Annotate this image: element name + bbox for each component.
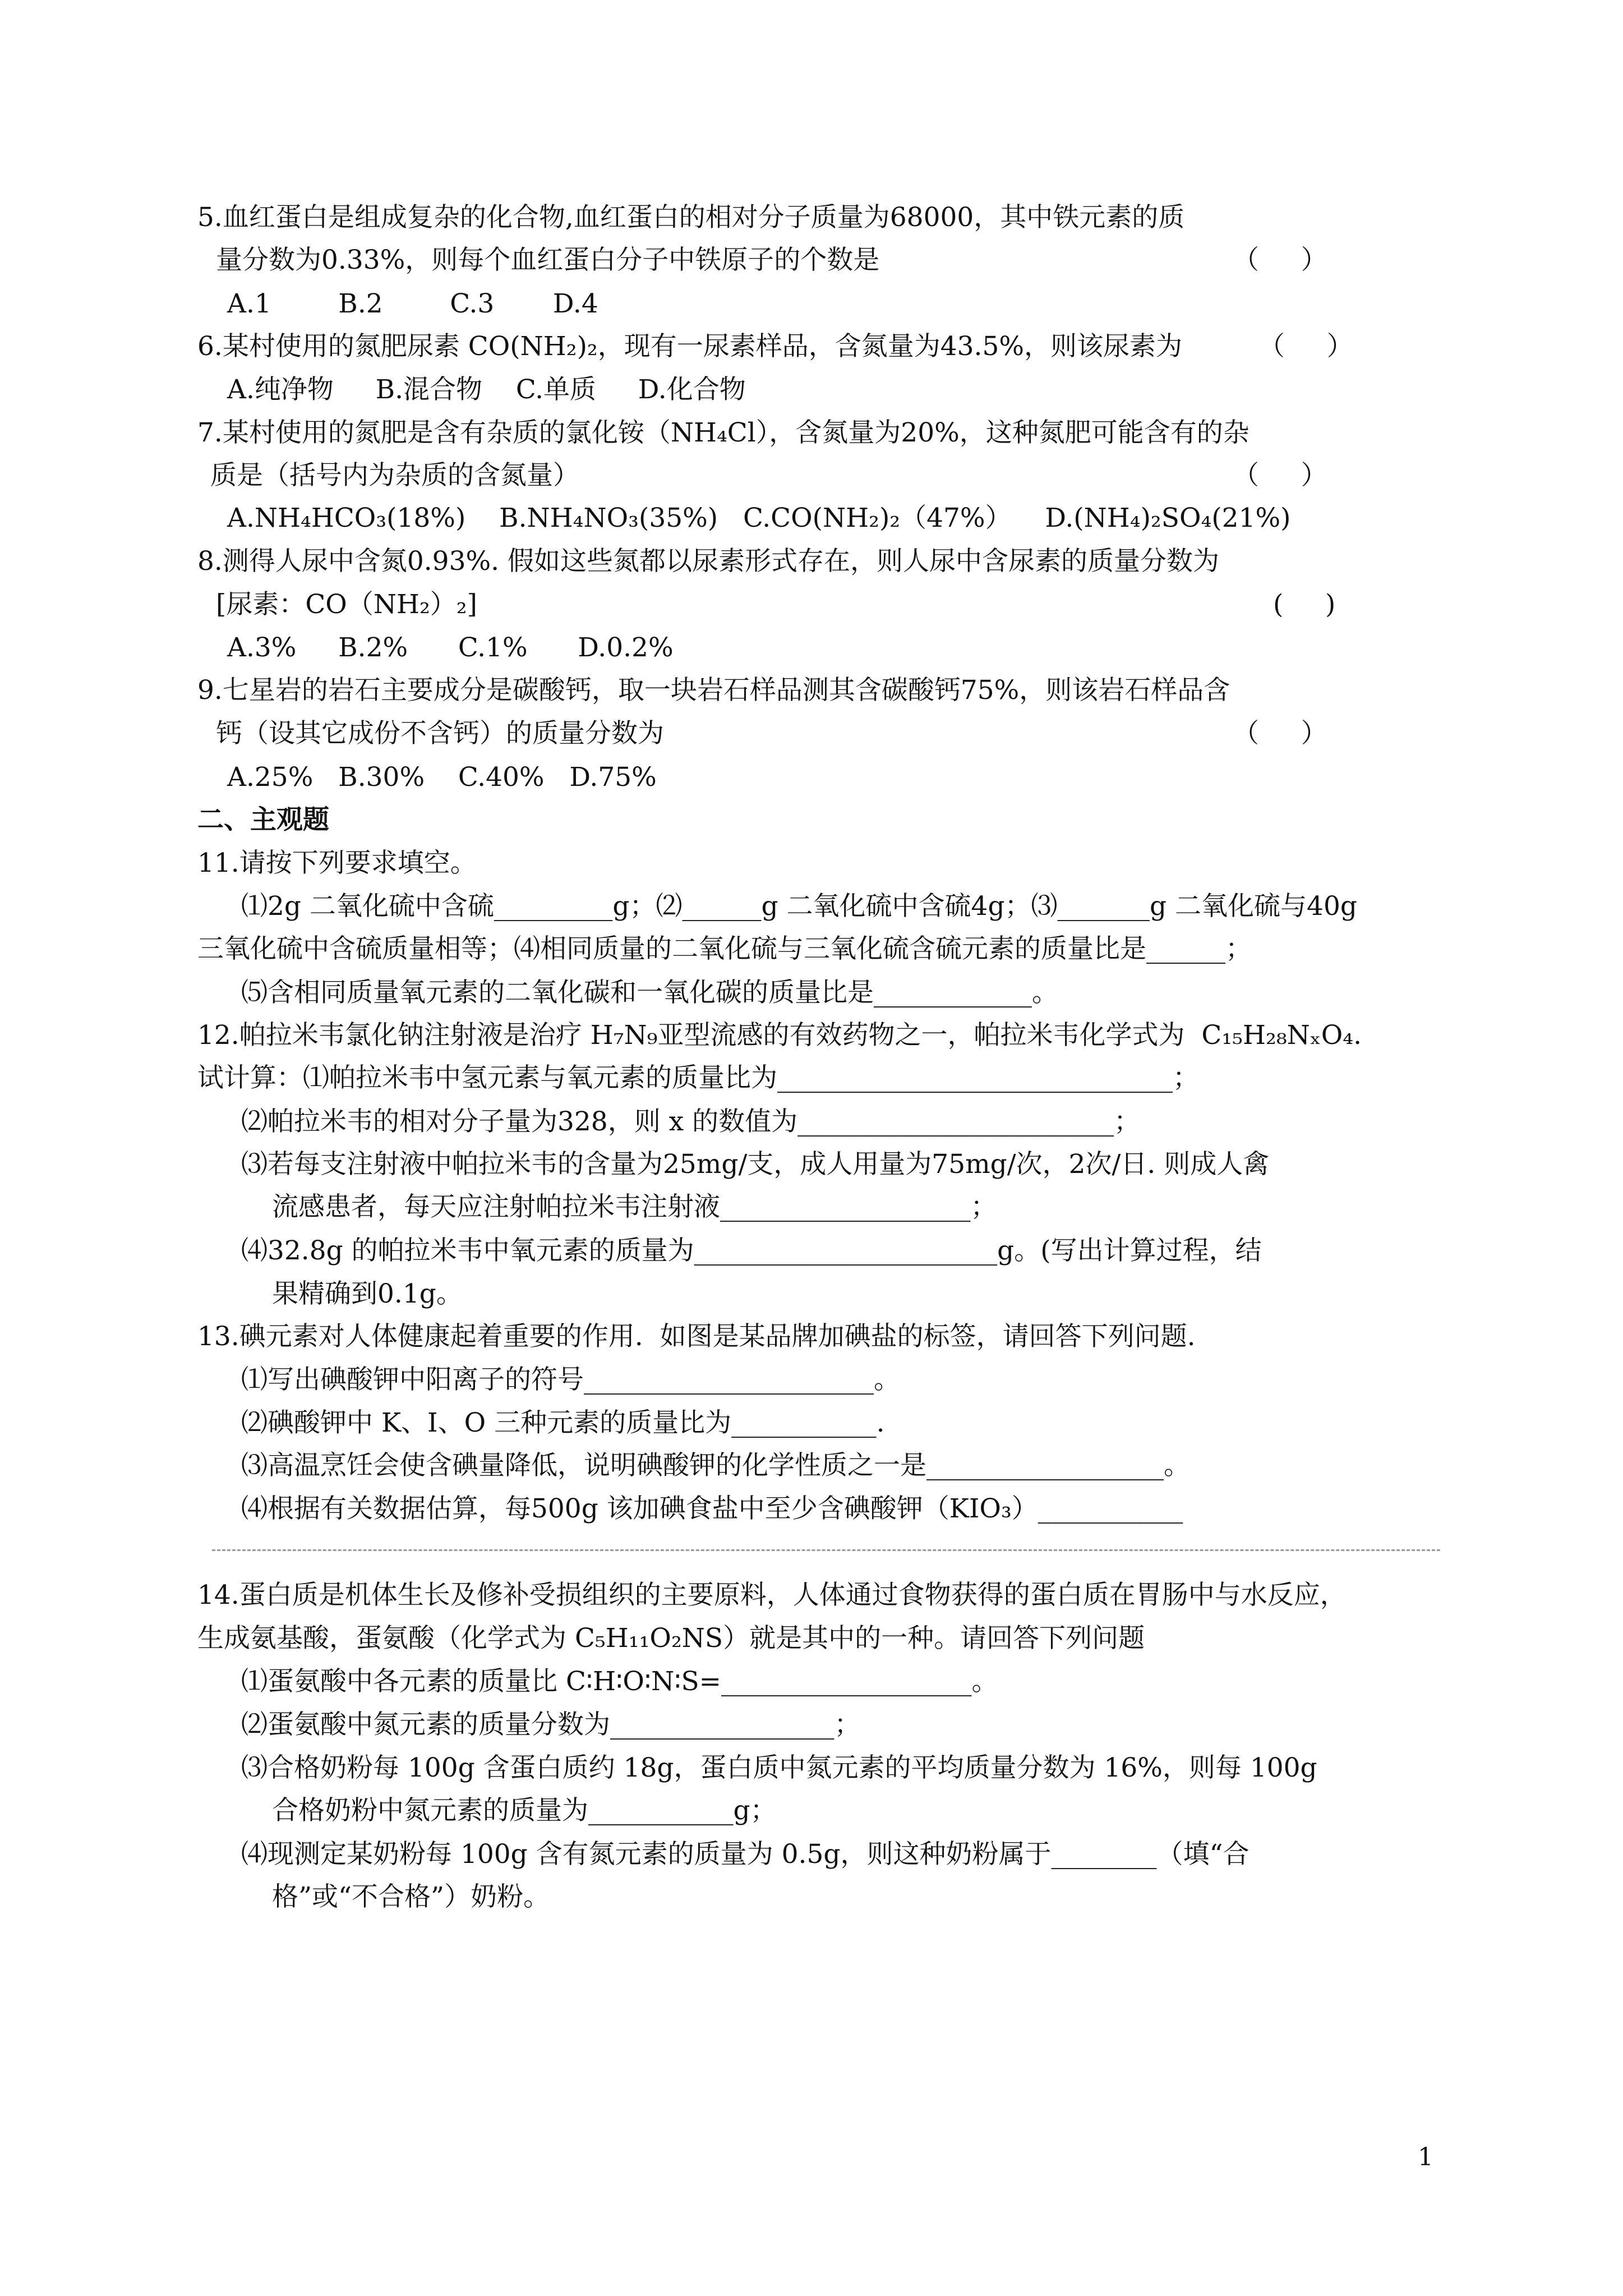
q14-part-4-line-1: ⑷现测定某奶粉每 100g 含有氮元素的质量为 0.5g，则这种奶粉属于________（填“合 xyxy=(241,1839,1249,1870)
q7-line-1: 7.某村使用的氮肥是含有杂质的氯化铵（NH₄Cl），含氮量为20%，这种氮肥可能含有的杂 xyxy=(197,417,1249,448)
q8-options: A.3% B.2% C.1% D.0.2% xyxy=(227,632,674,663)
q8-line-1: 8.测得人尿中含氮0.93%. 假如这些氮都以尿素形式存在，则人尿中含尿素的质量分数为 xyxy=(197,546,1220,577)
section-divider xyxy=(212,1549,1440,1551)
q13-part-1: ⑴写出碘酸钾中阳离子的符号______________________。 xyxy=(241,1364,900,1395)
section-heading: 二、主观题 xyxy=(197,804,329,835)
q9-line-2: 钙（设其它成份不含钙）的质量分数为 xyxy=(216,718,664,749)
q14-stem-line-1: 14.蛋白质是机体生长及修补受损组织的主要原料，人体通过食物获得的蛋白质在胃肠中与水反应， xyxy=(197,1580,1347,1611)
q13-part-4: ⑷根据有关数据估算，每500g 该加碘食盐中至少含碘酸钾（KIO₃）___________ xyxy=(241,1493,1183,1524)
q7-options: A.NH₄HCO₃(18%) B.NH₄NO₃(35%) C.CO(NH₂)₂（47%） D.(NH₄)₂SO₄(21%) xyxy=(227,503,1291,533)
q12-part-4-line-2: 果精确到0.1g。 xyxy=(272,1278,463,1309)
q11-line-3: ⑸含相同质量氧元素的二氧化碳和一氧化碳的质量比是____________。 xyxy=(241,977,1058,1008)
q6-answer-bracket: （ ） xyxy=(1258,331,1353,362)
q13-part-3: ⑶高温烹饪会使含碘量降低，说明碘酸钾的化学性质之一是__________________。 xyxy=(241,1450,1190,1481)
q6-options: A.纯净物 B.混合物 C.单质 D.化合物 xyxy=(227,374,746,405)
q12-part-2: ⑵帕拉米韦的相对分子量为328，则 x 的数值为________________________； xyxy=(241,1106,1141,1137)
q11-line-1: ⑴2g 二氧化硫中含硫_________g；⑵______g 二氧化硫中含硫4g；⑶_______g 二氧化硫与40g xyxy=(241,891,1357,922)
q6-line-1: 6.某村使用的氮肥尿素 CO(NH₂)₂，现有一尿素样品，含氮量为43.5%，则该尿素为 xyxy=(197,331,1183,362)
q8-line-2: [尿素：CO（NH₂）₂] xyxy=(216,589,477,620)
q13-stem: 13.碘元素对人体健康起着重要的作用. 如图是某品牌加碘盐的标签，请回答下列问题. xyxy=(197,1321,1196,1352)
q14-part-2: ⑵蛋氨酸中氮元素的质量分数为_________________； xyxy=(241,1709,861,1740)
q12-part-1: 试计算：⑴帕拉米韦中氢元素与氧元素的质量比为______________________________； xyxy=(197,1062,1199,1093)
q12-stem: 12.帕拉米韦氯化钠注射液是治疗 H₇N₉亚型流感的有效药物之一，帕拉米韦化学式为 C₁₅H₂₈NₓO₄. xyxy=(197,1020,1362,1051)
q12-part-3-line-2: 流感患者，每天应注射帕拉米韦注射液___________________； xyxy=(272,1191,997,1222)
q12-part-4-line-1: ⑷32.8g 的帕拉米韦中氧元素的质量为_______________________g。(写出计算过程，结 xyxy=(241,1235,1262,1266)
q5-line-1: 5.血红蛋白是组成复杂的化合物,血红蛋白的相对分子质量为68000，其中铁元素的质 xyxy=(197,202,1185,233)
q8-answer-bracket: ( ) xyxy=(1273,589,1336,620)
q7-answer-bracket: （ ） xyxy=(1233,460,1327,491)
q14-part-3-line-2: 合格奶粉中氮元素的质量为___________g； xyxy=(272,1795,777,1826)
q11-stem: 11.请按下列要求填空。 xyxy=(197,848,477,878)
q7-line-2: 质是（括号内为杂质的含氮量） xyxy=(210,460,579,491)
q5-answer-bracket: （ ） xyxy=(1233,245,1327,275)
page-number: 1 xyxy=(1418,2143,1433,2171)
q9-options: A.25% B.30% C.40% D.75% xyxy=(227,762,657,793)
q14-part-4-line-2: 格”或“不合格”）奶粉。 xyxy=(272,1881,550,1912)
q12-part-3-line-1: ⑶若每支注射液中帕拉米韦的含量为25mg/支，成人用量为75mg/次，2次/日. 则成人禽 xyxy=(241,1149,1270,1180)
q5-options: A.1 B.2 C.3 D.4 xyxy=(227,288,598,319)
q14-stem-line-2: 生成氨基酸，蛋氨酸（化学式为 C₅H₁₁O₂NS）就是其中的一种。请回答下列问题 xyxy=(197,1623,1145,1654)
q14-part-1: ⑴蛋氨酸中各元素的质量比 C∶H∶O∶N∶S=___________________。 xyxy=(241,1666,998,1697)
q13-part-2: ⑵碘酸钾中 K、I、O 三种元素的质量比为___________. xyxy=(241,1407,885,1438)
q9-answer-bracket: （ ） xyxy=(1233,718,1327,749)
q9-line-1: 9.七星岩的岩石主要成分是碳酸钙，取一块岩石样品测其含碳酸钙75%，则该岩石样品含 xyxy=(197,675,1230,706)
q5-line-2: 量分数为0.33%，则每个血红蛋白分子中铁原子的个数是 xyxy=(216,245,880,275)
q14-part-3-line-1: ⑶合格奶粉每 100g 含蛋白质约 18g，蛋白质中氮元素的平均质量分数为 16%，则每 100g xyxy=(241,1752,1317,1783)
q11-line-2: 三氧化硫中含硫质量相等；⑷相同质量的二氧化硫与三氧化硫含硫元素的质量比是______； xyxy=(197,933,1252,964)
